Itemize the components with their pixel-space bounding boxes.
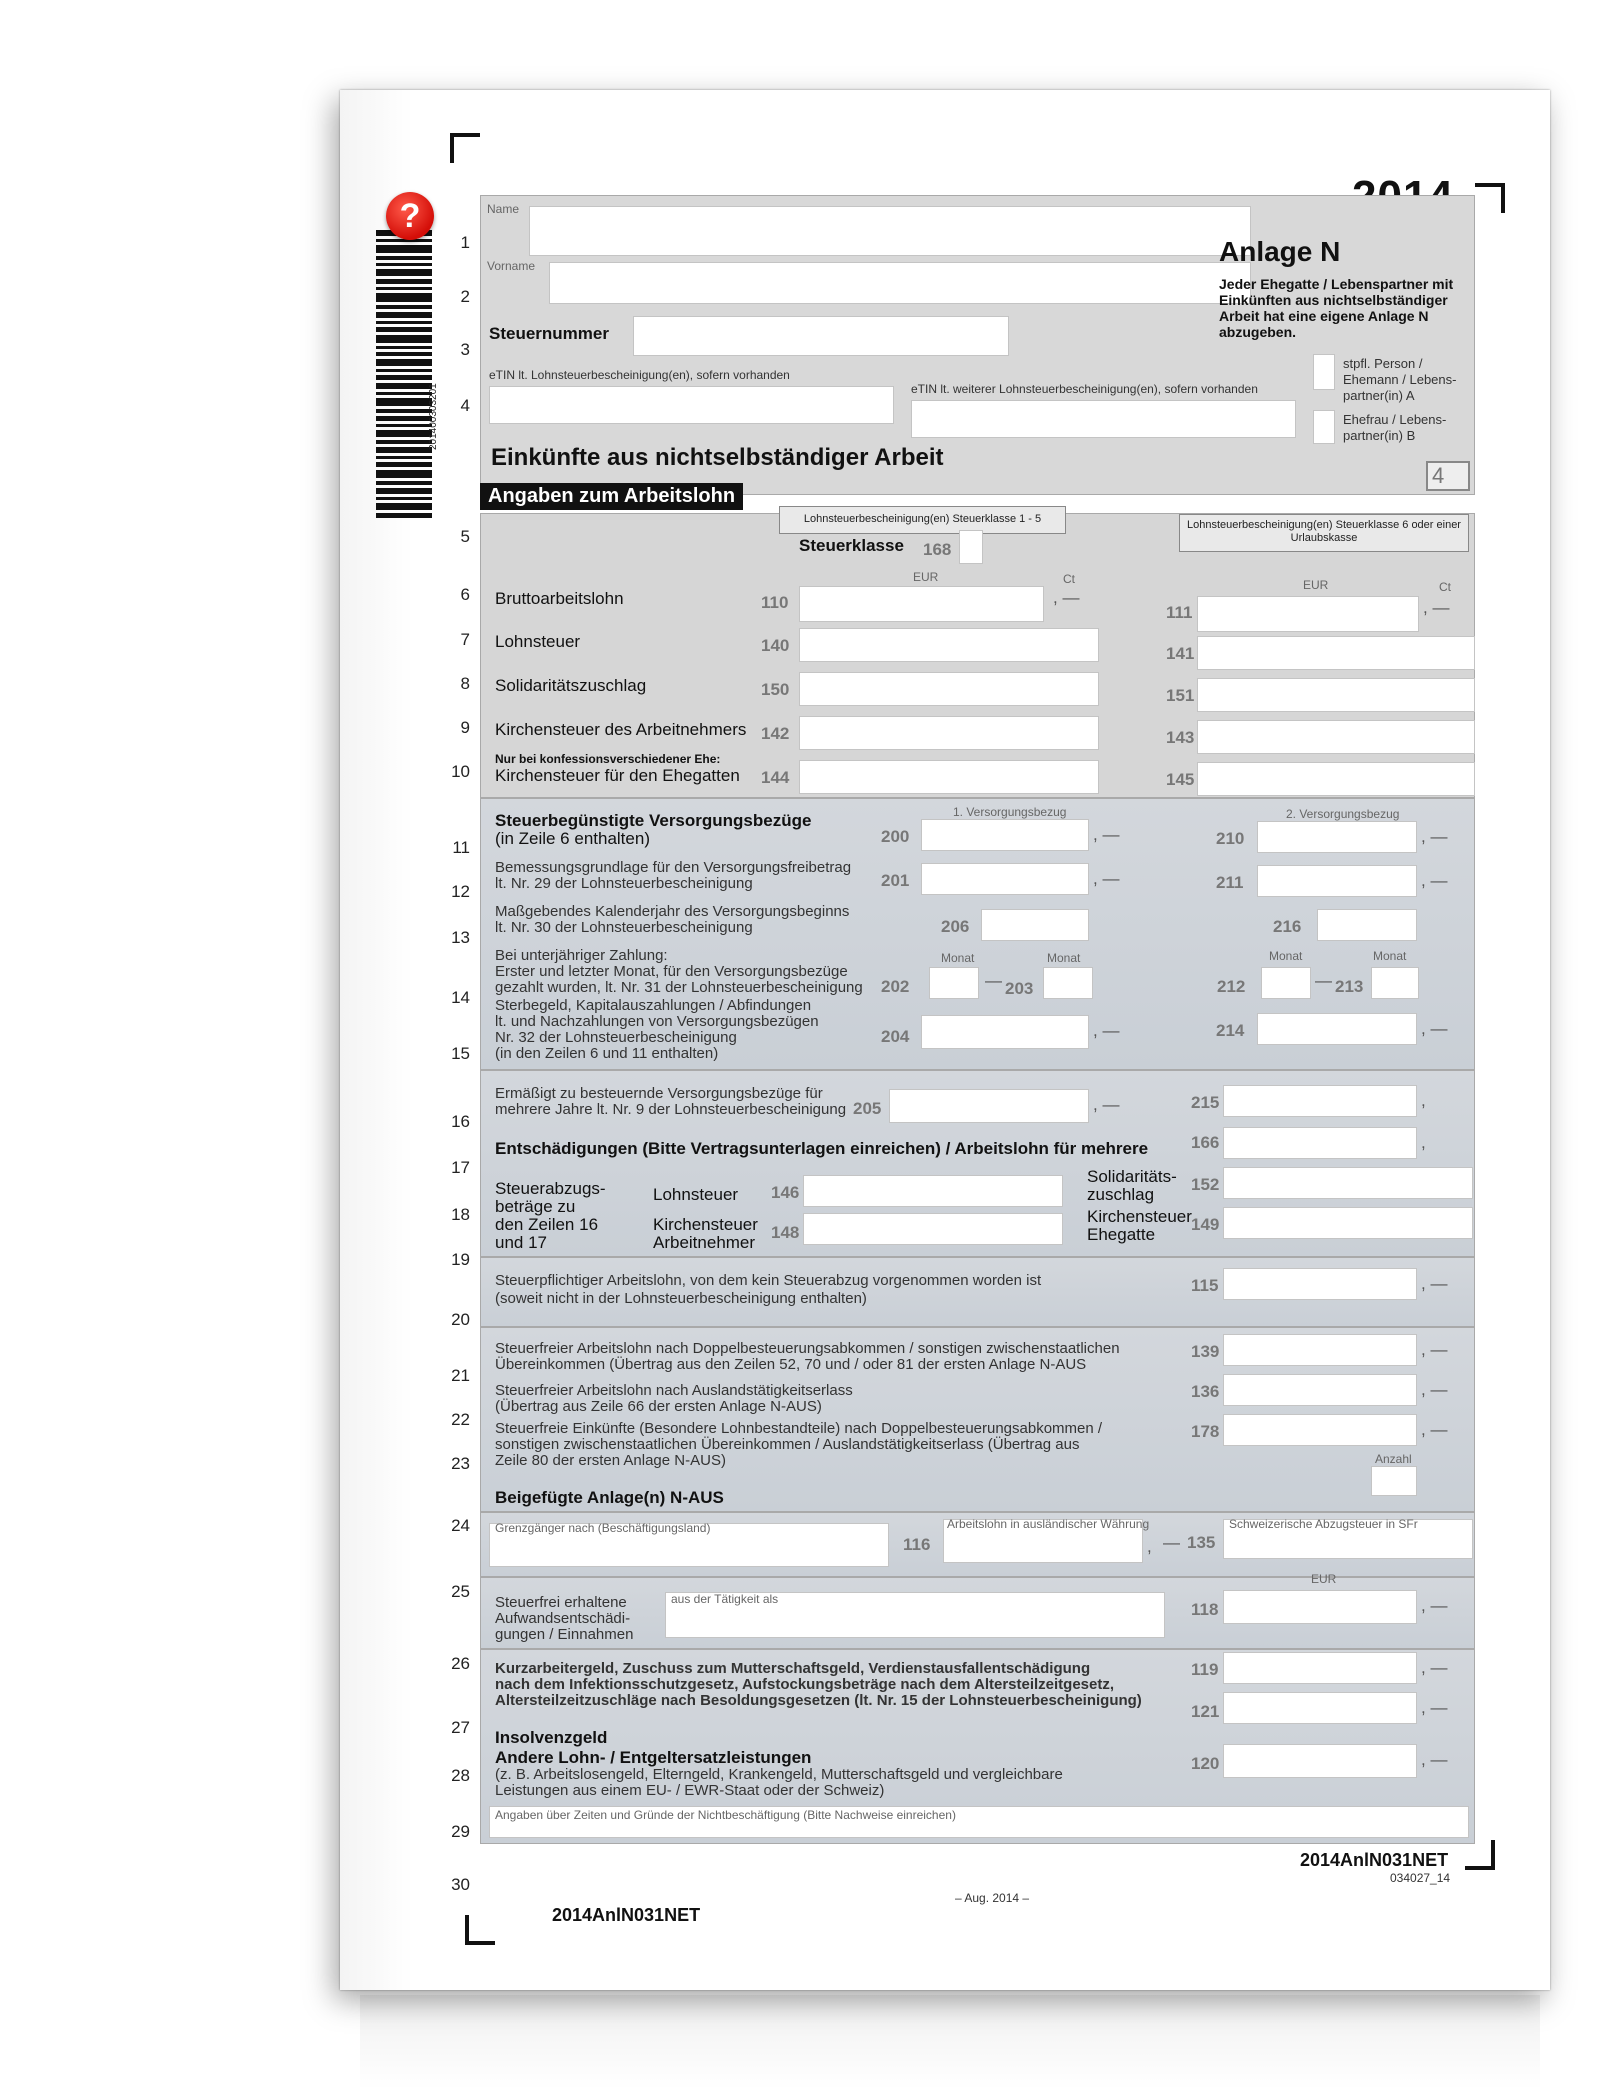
grenzgaenger-panel bbox=[480, 1512, 1475, 1577]
dash-214: , — bbox=[1421, 1019, 1448, 1038]
monat-1: Monat bbox=[941, 951, 975, 965]
arbeitslohn-ausl-label: Arbeitslohn in ausländischer Währung bbox=[947, 1517, 1150, 1531]
steuerpflichtig-field-115[interactable] bbox=[1223, 1268, 1417, 1300]
code-110: 110 bbox=[761, 593, 789, 612]
dash-136: , — bbox=[1421, 1380, 1448, 1399]
monat-field-212[interactable] bbox=[1261, 967, 1311, 999]
code-144: 144 bbox=[761, 768, 790, 787]
monat-3: Monat bbox=[1269, 949, 1303, 963]
line-number: 17 bbox=[451, 1158, 470, 1177]
ermaessigt-panel bbox=[480, 1070, 1475, 1257]
line-number: 29 bbox=[451, 1822, 470, 1841]
versorgung-field-216[interactable] bbox=[1317, 909, 1417, 941]
dash-201: , — bbox=[1093, 869, 1120, 888]
kirche-ehe-abzug-1: Kirchensteuer bbox=[1087, 1207, 1192, 1226]
monat-field-202[interactable] bbox=[929, 967, 979, 999]
versorgung-field-200[interactable] bbox=[921, 819, 1089, 851]
etin2-field[interactable] bbox=[911, 400, 1296, 438]
form-subtitle: Jeder Ehegatte / Lebenspartner mit Einkünften aus nichtselbständiger Arbeit hat eine eigene Anlage N abzugeben. bbox=[1219, 276, 1454, 340]
r13a: Maßgebendes Kalenderjahr des Versorgungsbeginns bbox=[495, 903, 850, 920]
line-number: 11 bbox=[452, 838, 470, 857]
line-number: 27 bbox=[451, 1718, 470, 1737]
r30: Angaben über Zeiten und Gründe der Nichtbeschäftigung (Bitte Nachweise einreichen) bbox=[495, 1808, 956, 1822]
section-heading-arbeitslohn: Angaben zum Arbeitslohn bbox=[480, 483, 743, 510]
r23a: Steuerfreie Einkünfte (Besondere Lohnbestandteile) nach Doppelbesteuerungsabkommen / bbox=[495, 1420, 1103, 1437]
vorname-field[interactable] bbox=[549, 262, 1251, 304]
code-200: 200 bbox=[881, 827, 910, 846]
code-116: 116 bbox=[903, 1535, 931, 1554]
dash-119: , — bbox=[1421, 1658, 1448, 1677]
line-number: 15 bbox=[451, 1044, 470, 1063]
code-145: 145 bbox=[1166, 770, 1195, 789]
barcode bbox=[376, 230, 432, 575]
code-204: 204 bbox=[881, 1027, 910, 1046]
code-166: 166 bbox=[1191, 1133, 1220, 1152]
arbeitslohn-panel bbox=[480, 513, 1475, 798]
abzug-field-152[interactable] bbox=[1223, 1167, 1473, 1199]
soli-field-2[interactable] bbox=[1197, 678, 1475, 712]
r21b: Übereinkommen (Übertrag aus den Zeilen 52, 70 und / oder 81 der ersten Anlage N-AUS bbox=[495, 1356, 1087, 1373]
steuerfrei-field-136[interactable] bbox=[1223, 1374, 1417, 1406]
versorgung-field-206[interactable] bbox=[981, 909, 1089, 941]
sheet-reflection bbox=[360, 1995, 1540, 2090]
dash-120: , — bbox=[1421, 1750, 1448, 1769]
code-203: 203 bbox=[1005, 979, 1034, 998]
dash-135: — bbox=[1163, 1533, 1180, 1552]
line-number: 21 bbox=[451, 1366, 470, 1385]
kirchensteuer-abzug-label: Kirchensteuer bbox=[653, 1215, 758, 1234]
r29a: Andere Lohn- / Entgeltersatzleistungen bbox=[495, 1748, 812, 1767]
ersatz-field-121[interactable] bbox=[1223, 1692, 1417, 1724]
monat-field-203[interactable] bbox=[1043, 967, 1093, 999]
steuerklasse-field[interactable] bbox=[959, 530, 983, 564]
col1-head: Lohnsteuerbescheinigung(en) Steuerklasse 1 - 5 bbox=[779, 506, 1066, 534]
r22a: Steuerfreier Arbeitslohn nach Auslandstätigkeitserlass bbox=[495, 1382, 853, 1399]
line-number: 22 bbox=[451, 1410, 470, 1429]
code-148: 148 bbox=[771, 1223, 800, 1242]
taetigkeit-label: aus der Tätigkeit als bbox=[671, 1592, 779, 1606]
r14a: Bei unterjähriger Zahlung: bbox=[495, 947, 668, 964]
code-201: 201 bbox=[881, 871, 910, 890]
r26a: Steuerfrei erhaltene bbox=[495, 1594, 627, 1611]
person-a-label: stpfl. Person / Ehemann / Lebens-partner(in) A bbox=[1343, 356, 1457, 403]
box-number: 4 bbox=[1426, 461, 1470, 491]
line-number: 4 bbox=[460, 396, 470, 415]
dash-139: , — bbox=[1421, 1340, 1448, 1359]
eur-label-2: EUR bbox=[1303, 578, 1329, 592]
r29b: (z. B. Arbeitslosengeld, Elterngeld, Krankengeld, Mutterschaftsgeld und vergleichbare bbox=[495, 1766, 1063, 1783]
etin2-label: eTIN lt. weiterer Lohnsteuerbescheinigung(en), sofern vorhanden bbox=[911, 382, 1258, 396]
line-number: 28 bbox=[451, 1766, 470, 1785]
line-number: 24 bbox=[451, 1516, 470, 1535]
abzug-field-149[interactable] bbox=[1223, 1207, 1473, 1239]
kirche-label: Kirchensteuer des Arbeitnehmers bbox=[495, 720, 747, 739]
lohnsteuer-field-1[interactable] bbox=[799, 628, 1099, 662]
code-121: 121 bbox=[1191, 1702, 1220, 1721]
r14c: gezahlt wurden, lt. Nr. 31 der Lohnsteuerbescheinigung bbox=[495, 979, 863, 996]
line-number: 20 bbox=[451, 1310, 470, 1329]
r15d: (in den Zeilen 6 und 11 enthalten) bbox=[495, 1045, 719, 1062]
eur-label-1: EUR bbox=[913, 570, 939, 584]
monat-2: Monat bbox=[1047, 951, 1081, 965]
r15b: lt. und Nachzahlungen von Versorgungsbezügen bbox=[495, 1013, 819, 1030]
line-number: 14 bbox=[451, 988, 470, 1007]
code-205: 205 bbox=[853, 1099, 882, 1118]
ct-dash-2: , — bbox=[1423, 598, 1450, 617]
code-212: 212 bbox=[1217, 977, 1246, 996]
code-146: 146 bbox=[771, 1183, 800, 1202]
crop-mark-bottom-left bbox=[465, 1915, 495, 1945]
ct-dash-1: , — bbox=[1053, 588, 1080, 607]
code-139: 139 bbox=[1191, 1342, 1220, 1361]
code-152: 152 bbox=[1191, 1175, 1220, 1194]
form-title: Anlage N bbox=[1219, 236, 1341, 267]
ermaessigt-field-205[interactable] bbox=[889, 1089, 1089, 1123]
r21a: Steuerfreier Arbeitslohn nach Doppelbesteuerungsabkommen / sonstigen zwischenstaatlichen bbox=[495, 1340, 1120, 1357]
footer-date: – Aug. 2014 – bbox=[955, 1891, 1030, 1905]
steuerfrei-field-178[interactable] bbox=[1223, 1414, 1417, 1446]
person-b-checkbox[interactable] bbox=[1313, 410, 1335, 444]
lohnsteuer-label: Lohnsteuer bbox=[495, 632, 581, 651]
dash-121: , — bbox=[1421, 1698, 1448, 1717]
eur-label-3: EUR bbox=[1311, 1572, 1337, 1586]
code-142: 142 bbox=[761, 724, 790, 743]
etin-label: eTIN lt. Lohnsteuerbescheinigung(en), sofern vorhanden bbox=[489, 368, 790, 382]
line-number: 1 bbox=[460, 233, 470, 252]
footer-code-left: 2014AnlN031NET bbox=[552, 1905, 701, 1925]
r16a: Ermäßigt zu besteuernde Versorgungsbezüge für bbox=[495, 1085, 823, 1102]
footer-small: 034027_14 bbox=[1390, 1871, 1451, 1885]
code-178: 178 bbox=[1191, 1422, 1220, 1441]
r23b: sonstigen zwischenstaatlichen Übereinkommen / Auslandstätigkeitserlass (Übertrag aus bbox=[495, 1436, 1080, 1453]
steuerabzug-label: Steuerabzugs- bbox=[495, 1179, 606, 1198]
dash-204: , — bbox=[1093, 1021, 1120, 1040]
line-number: 23 bbox=[451, 1454, 470, 1473]
etin-field[interactable] bbox=[489, 386, 894, 424]
line-number: 18 bbox=[451, 1205, 470, 1224]
barcode-number: 201400303201 bbox=[428, 383, 439, 450]
r15a: Sterbegeld, Kapitalauszahlungen / Abfindungen bbox=[495, 997, 812, 1014]
code-143: 143 bbox=[1166, 728, 1195, 747]
main-heading: Einkünfte aus nichtselbständiger Arbeit bbox=[491, 444, 944, 471]
kirche-ehe-field-2[interactable] bbox=[1197, 762, 1475, 796]
code-210: 210 bbox=[1216, 829, 1245, 848]
abzug-field-148[interactable] bbox=[803, 1213, 1063, 1245]
r20a: Steuerpflichtiger Arbeitslohn, von dem kein Steuerabzug vorgenommen worden ist bbox=[495, 1272, 1042, 1289]
arbeitnehmer-label: Arbeitnehmer bbox=[653, 1233, 756, 1252]
dash-monat-2: — bbox=[1315, 971, 1332, 990]
code-141: 141 bbox=[1166, 644, 1195, 663]
line-number: 6 bbox=[460, 585, 470, 604]
versorgung-field-210[interactable] bbox=[1257, 821, 1417, 853]
line-number: 12 bbox=[451, 882, 470, 901]
r29c: Leistungen aus einem EU- / EWR-Staat oder der Schweiz) bbox=[495, 1782, 885, 1799]
line-number: 7 bbox=[460, 630, 470, 649]
line-number: 2 bbox=[460, 287, 470, 306]
soli-label: Solidaritätszuschlag bbox=[495, 676, 647, 695]
crop-mark-top-right bbox=[1475, 183, 1505, 213]
dash-215: , bbox=[1421, 1091, 1426, 1110]
code-135: 135 bbox=[1187, 1533, 1216, 1552]
col2-head: Lohnsteuerbescheinigung(en) Steuerklasse 6 oder einer Urlaubskasse bbox=[1179, 514, 1469, 552]
r20b: (soweit nicht in der Lohnsteuerbescheinigung enthalten) bbox=[495, 1290, 867, 1307]
code-118: 118 bbox=[1191, 1600, 1219, 1619]
steuerpflichtig-panel bbox=[480, 1257, 1475, 1327]
name-label: Name bbox=[487, 202, 520, 216]
kirche-field-1[interactable] bbox=[799, 716, 1099, 750]
versorgung-field-211[interactable] bbox=[1257, 865, 1417, 897]
line-number: 3 bbox=[460, 340, 470, 359]
person-a-checkbox[interactable] bbox=[1313, 354, 1335, 390]
line-number: 5 bbox=[460, 527, 470, 546]
versorgung-field-214[interactable] bbox=[1257, 1013, 1417, 1045]
r27a: Kurzarbeitergeld, Zuschuss zum Mutterschaftsgeld, Verdienstausfallentschädigung bbox=[495, 1660, 1091, 1677]
header-panel bbox=[480, 195, 1475, 495]
r23c: Zeile 80 der ersten Anlage N-AUS) bbox=[495, 1452, 726, 1469]
betraege-label: beträge zu bbox=[495, 1197, 576, 1216]
kirche-ehe-field-1[interactable] bbox=[799, 760, 1099, 794]
versorgung-field-201[interactable] bbox=[921, 863, 1089, 895]
r24: Beigefügte Anlage(n) N-AUS bbox=[495, 1488, 724, 1507]
anzahl-field[interactable] bbox=[1371, 1466, 1417, 1496]
kirche-field-2[interactable] bbox=[1197, 720, 1475, 754]
code-115: 115 bbox=[1191, 1276, 1219, 1295]
line-number: 30 bbox=[451, 1875, 470, 1894]
line-number: 16 bbox=[451, 1112, 470, 1131]
footer-code-right: 2014AnlN031NET bbox=[1300, 1850, 1449, 1870]
konf-note: Nur bei konfessionsverschiedener Ehe: bbox=[495, 752, 721, 766]
code-136: 136 bbox=[1191, 1382, 1220, 1401]
soli-abzug-2: zuschlag bbox=[1087, 1185, 1155, 1204]
kirche-ehe-abzug-2: Ehegatte bbox=[1087, 1225, 1156, 1244]
code-211: 211 bbox=[1216, 873, 1244, 892]
versorgung-col2: 2. Versorgungsbezug bbox=[1286, 807, 1400, 821]
line-number: 26 bbox=[451, 1654, 470, 1673]
line-number: 13 bbox=[451, 928, 470, 947]
line-number: 25 bbox=[451, 1582, 470, 1601]
dash-116: , bbox=[1147, 1537, 1152, 1556]
steuernummer-field[interactable] bbox=[633, 316, 1009, 356]
code-151: 151 bbox=[1166, 686, 1195, 705]
r26b: Aufwandsentschädi- bbox=[495, 1610, 631, 1627]
aufwand-panel bbox=[480, 1572, 1475, 1649]
r13b: lt. Nr. 30 der Lohnsteuerbescheinigung bbox=[495, 919, 753, 936]
code-213: 213 bbox=[1335, 977, 1364, 996]
dash-210: , — bbox=[1421, 827, 1448, 846]
steuerklasse-label: Steuerklasse bbox=[799, 536, 904, 555]
line-number: 19 bbox=[451, 1250, 470, 1269]
ersatzleistungen-panel bbox=[480, 1649, 1475, 1844]
ct-label-2: Ct bbox=[1439, 580, 1451, 594]
kirche-ehe-label: Kirchensteuer für den Ehegatten bbox=[495, 766, 740, 785]
code-168: 168 bbox=[923, 540, 952, 559]
steuerfrei-field-139[interactable] bbox=[1223, 1334, 1417, 1366]
r15c: Nr. 32 der Lohnsteuerbescheinigung bbox=[495, 1029, 737, 1046]
aufwand-field-118[interactable] bbox=[1223, 1590, 1417, 1624]
versorgung-col1: 1. Versorgungsbezug bbox=[953, 805, 1067, 819]
r14b: Erster und letzter Monat, für den Versorgungsbezüge bbox=[495, 963, 848, 980]
ermaessigt-field-215[interactable] bbox=[1223, 1085, 1417, 1117]
r27c: Altersteilzeitzuschläge nach Besoldungsgesetzen (lt. Nr. 15 der Lohnsteuerbescheinigung) bbox=[495, 1692, 1142, 1709]
r11b: (in Zeile 6 enthalten) bbox=[495, 829, 650, 848]
code-216: 216 bbox=[1273, 917, 1302, 936]
r16b: mehrere Jahre lt. Nr. 9 der Lohnsteuerbescheinigung bbox=[495, 1101, 847, 1118]
dash-monat-1: — bbox=[985, 971, 1002, 990]
code-120: 120 bbox=[1191, 1754, 1220, 1773]
code-202: 202 bbox=[881, 977, 910, 996]
ersatz-field-119[interactable] bbox=[1223, 1652, 1417, 1684]
code-206: 206 bbox=[941, 917, 970, 936]
monat-4: Monat bbox=[1373, 949, 1407, 963]
r27b: nach dem Infektionsschutzgesetz, Aufstockungsbeträge nach dem Altersteilzeitgesetz, bbox=[495, 1676, 1115, 1693]
line-number: 9 bbox=[460, 718, 470, 737]
form-area bbox=[480, 195, 1475, 1925]
code-149: 149 bbox=[1191, 1215, 1220, 1234]
dash-115: , — bbox=[1421, 1274, 1448, 1293]
r17: Entschädigungen (Bitte Vertragsunterlagen einreichen) / Arbeitslohn für mehrere bbox=[495, 1139, 1149, 1158]
anzahl-label: Anzahl bbox=[1375, 1452, 1412, 1466]
brutto-field-1[interactable] bbox=[799, 586, 1044, 622]
abzug-field-146[interactable] bbox=[803, 1175, 1063, 1207]
versorgung-panel bbox=[480, 798, 1475, 1070]
help-icon[interactable]: ? bbox=[386, 192, 434, 240]
name-field[interactable] bbox=[529, 206, 1251, 256]
steuerfrei-panel bbox=[480, 1327, 1475, 1512]
r28: Insolvenzgeld bbox=[495, 1728, 608, 1747]
crop-mark-top-left bbox=[450, 133, 480, 163]
r11a: Steuerbegünstigte Versorgungsbezüge bbox=[495, 811, 812, 830]
r12b: lt. Nr. 29 der Lohnsteuerbescheinigung bbox=[495, 875, 753, 892]
steuernummer-label: Steuernummer bbox=[489, 324, 609, 343]
dash-205: , — bbox=[1093, 1095, 1120, 1114]
und17-label: und 17 bbox=[495, 1233, 547, 1252]
dash-118: , — bbox=[1421, 1596, 1448, 1615]
monat-field-213[interactable] bbox=[1371, 967, 1419, 999]
line-number: 10 bbox=[451, 762, 470, 781]
schweiz-label: Schweizerische Abzugsteuer in SFr bbox=[1229, 1517, 1418, 1531]
grenz-label: Grenzgänger nach (Beschäftigungsland) bbox=[495, 1521, 711, 1535]
soli-field-1[interactable] bbox=[799, 672, 1099, 706]
r26c: gungen / Einnahmen bbox=[495, 1626, 634, 1643]
r22b: (Übertrag aus Zeile 66 der ersten Anlage N-AUS) bbox=[495, 1398, 822, 1415]
brutto-label: Bruttoarbeitslohn bbox=[495, 589, 624, 608]
brutto-field-2[interactable] bbox=[1197, 596, 1419, 632]
lohnsteuer-field-2[interactable] bbox=[1197, 636, 1475, 670]
den-zeilen-label: den Zeilen 16 bbox=[495, 1215, 599, 1234]
dash-211: , — bbox=[1421, 871, 1448, 890]
dash-200: , — bbox=[1093, 825, 1120, 844]
code-111: 111 bbox=[1166, 603, 1193, 622]
code-215: 215 bbox=[1191, 1093, 1220, 1112]
person-b-label: Ehefrau / Lebens-partner(in) B bbox=[1343, 412, 1447, 443]
code-150: 150 bbox=[761, 680, 790, 699]
code-214: 214 bbox=[1216, 1021, 1245, 1040]
entschaedigung-field-166[interactable] bbox=[1223, 1127, 1417, 1159]
versorgung-field-204[interactable] bbox=[921, 1015, 1089, 1049]
ct-label-1: Ct bbox=[1063, 572, 1075, 586]
code-119: 119 bbox=[1191, 1660, 1219, 1679]
vorname-label: Vorname bbox=[487, 259, 536, 273]
dash-166: , bbox=[1421, 1133, 1426, 1152]
dash-178: , — bbox=[1421, 1420, 1448, 1439]
r12a: Bemessungsgrundlage für den Versorgungsfreibetrag bbox=[495, 859, 852, 876]
lohnsteuer-abzug-label: Lohnsteuer bbox=[653, 1185, 739, 1204]
soli-abzug-1: Solidaritäts- bbox=[1087, 1167, 1177, 1186]
ersatz-field-120[interactable] bbox=[1223, 1744, 1417, 1778]
code-140: 140 bbox=[761, 636, 790, 655]
line-number: 8 bbox=[460, 674, 470, 693]
